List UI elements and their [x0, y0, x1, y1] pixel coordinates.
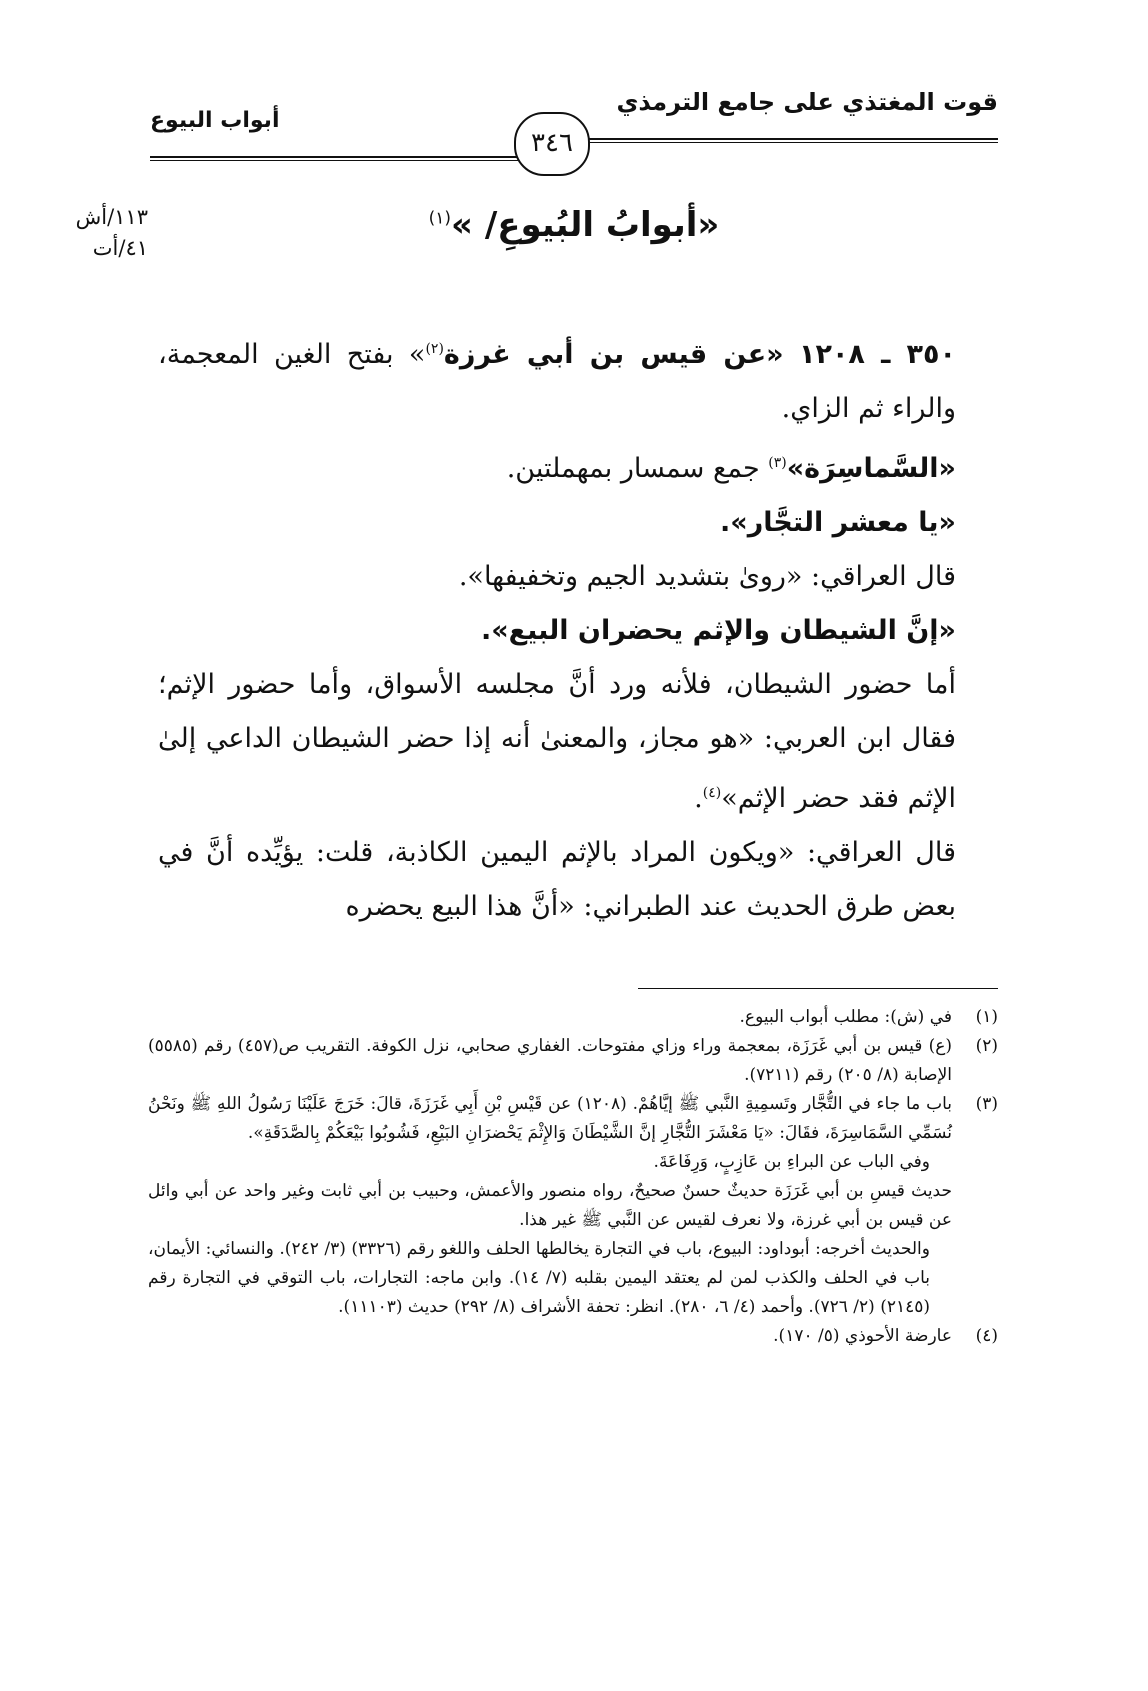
main-text — [158, 322, 998, 934]
paragraph — [158, 604, 998, 658]
paragraph: قال العراقي: «رویٰ بتشدید الجیم وتخفیفها». — [458, 561, 956, 592]
quoted-phrase: «إنَّ الشيطان والإثم يحضران البيع». — [480, 615, 956, 646]
footnote-marker: (٤) — [702, 785, 722, 801]
paragraph — [158, 322, 998, 436]
commentary-text: أما حضور الشيطان، فلأنه ورد أنَّ مجلسه الأسواق، وأما حضور الإثم؛ فقال ابن العربي: «هو مجاز، والمعنیٰ أنه إذا حضر الشيطان الداعي إلیٰ الإثم فقد حضر الإثم» — [158, 669, 956, 814]
footnote — [148, 1032, 998, 1090]
header-rule — [150, 156, 522, 158]
footnote-marker: (٢) — [425, 341, 444, 357]
margin-ref-1: ١١٣/أش — [75, 205, 148, 229]
paragraph — [158, 496, 998, 550]
chapter-title — [0, 205, 1148, 245]
quoted-phrase: «يا معشر التجَّار». — [720, 507, 956, 538]
margin-ref-2: ٤١/أت — [92, 236, 148, 260]
footnote — [148, 1322, 998, 1351]
header-rule — [558, 142, 998, 143]
footnote-text — [148, 1322, 952, 1351]
footnote-text — [148, 1032, 952, 1090]
running-header-book-title: قوت المغتذي على جامع الترمذي — [616, 88, 998, 116]
footnote-number: (٢) — [975, 1036, 998, 1056]
paragraph — [158, 658, 998, 826]
footnote-text — [148, 1003, 952, 1032]
quoted-phrase: «عن قيس بن أبي غرزة — [443, 339, 784, 370]
header-rule — [558, 138, 998, 140]
footnote-marker: (١) — [428, 208, 452, 229]
commentary-text: جمع سمسار بمهملتين. — [506, 453, 760, 484]
footnote-number: (٣) — [975, 1094, 998, 1114]
footnote-number: (١) — [975, 1007, 998, 1027]
footnote-line: في (ش): مطلب أبواب البيوع. — [739, 1007, 952, 1027]
footnote-line: والحديث أخرجه: أبوداود: البيوع، باب في التجارة يخالطها الحلف واللغو رقم (٣٣٢٦) (٣/ ٢٤٢). والنسائي: الأيمان، باب في الحلف والكذب لمن لم يعتقد اليمين بقلبه (٧/ ١٤). وابن ماجه: التجارات، باب التوقي في التجارة رقم (٢١٤٥) (٢/ ٧٢٦). وأحمد (٤/ ٦، ٢٨٠). انظر: تحفة الأشراف (٨/ ٢٩٢) حديث (١١١٠٣). — [148, 1239, 930, 1317]
paragraph: قال العراقي: «ويكون المراد بالإثم اليمين الكاذبة، قلت: يؤيِّده أنَّ في بعض طرق الحديث عند الطبراني: «أنَّ هذا البيع يحضره — [158, 837, 956, 922]
footnote-line: عارضة الأحوذي (٥/ ١٧٠). — [773, 1326, 952, 1346]
footnote — [148, 1003, 998, 1032]
hadith-number: ٣٥٠ ـ ١٢٠٨ — [798, 339, 956, 370]
punctuation: . — [694, 783, 703, 814]
footnote-line: وفي الباب عن البراءِ بن عَازِبٍ، وَرِفَاعَةَ. — [653, 1152, 930, 1172]
footnote-marker: (٣) — [768, 455, 787, 471]
header-rule — [150, 160, 522, 161]
chapter-title-text: «أبوابُ البُيوعِ/ » — [451, 205, 720, 245]
running-header-section: أبواب البيوع — [150, 108, 280, 133]
commentary-text: بفتح الغين المعجمة، والراء ثم الزاي. — [158, 339, 956, 424]
footnotes — [148, 1003, 998, 1351]
footnote — [148, 1090, 998, 1322]
quote-close: » — [408, 339, 426, 370]
footnote-line: حديث قيسِ بن أبي غَرَزَة حديثٌ حسنٌ صحيحٌ، رواه منصور والأعمش، وحبيب بن أبي ثابت وغير واحد عن أبي وائل عن قيس بن أبي غرزة، ولا نعرف لقيس عن النَّبي ﷺ غير هذا. — [148, 1181, 952, 1230]
footnote-line: باب ما جاء في التُّجَّار وتَسمِيةِ النَّبي ﷺ إيَّاهُمْ. (١٢٠٨) عن قَيْسِ بْنِ أَبِي غَرَزَةَ، قالَ: خَرَجَ عَلَيْنَا رَسُولُ اللهِ ﷺ ونَحْنُ نُسَمِّي السَّمَاسِرَةَ، فقَالَ: «يَا مَعْشَرَ التُّجَّارِ إنَّ الشَّيْطَانَ وَالإِثْمَ يَحْضرَانِ البَيْعِ، فَشُوبُوا بَيْعَكُمْ بِالصَّدَقَةِ». — [148, 1094, 952, 1143]
footnote-text — [148, 1090, 952, 1322]
paragraph — [158, 436, 998, 496]
quoted-phrase: «السَّماسِرَة» — [786, 453, 956, 484]
footnote-line: (ع) قيس بن أبي غَرَزَة، بمعجمة وراء وزاي مفتوحات. الغفاري صحابي، نزل الكوفة. التقريب ص(٤٥٧) رقم (٥٥٨٥) الإصابة (٨/ ٢٠٥) رقم (٧٢١١). — [148, 1036, 952, 1085]
page-number: ٣٤٦ — [514, 112, 590, 176]
footnote-number: (٤) — [975, 1326, 998, 1346]
footnote-rule — [638, 988, 998, 989]
